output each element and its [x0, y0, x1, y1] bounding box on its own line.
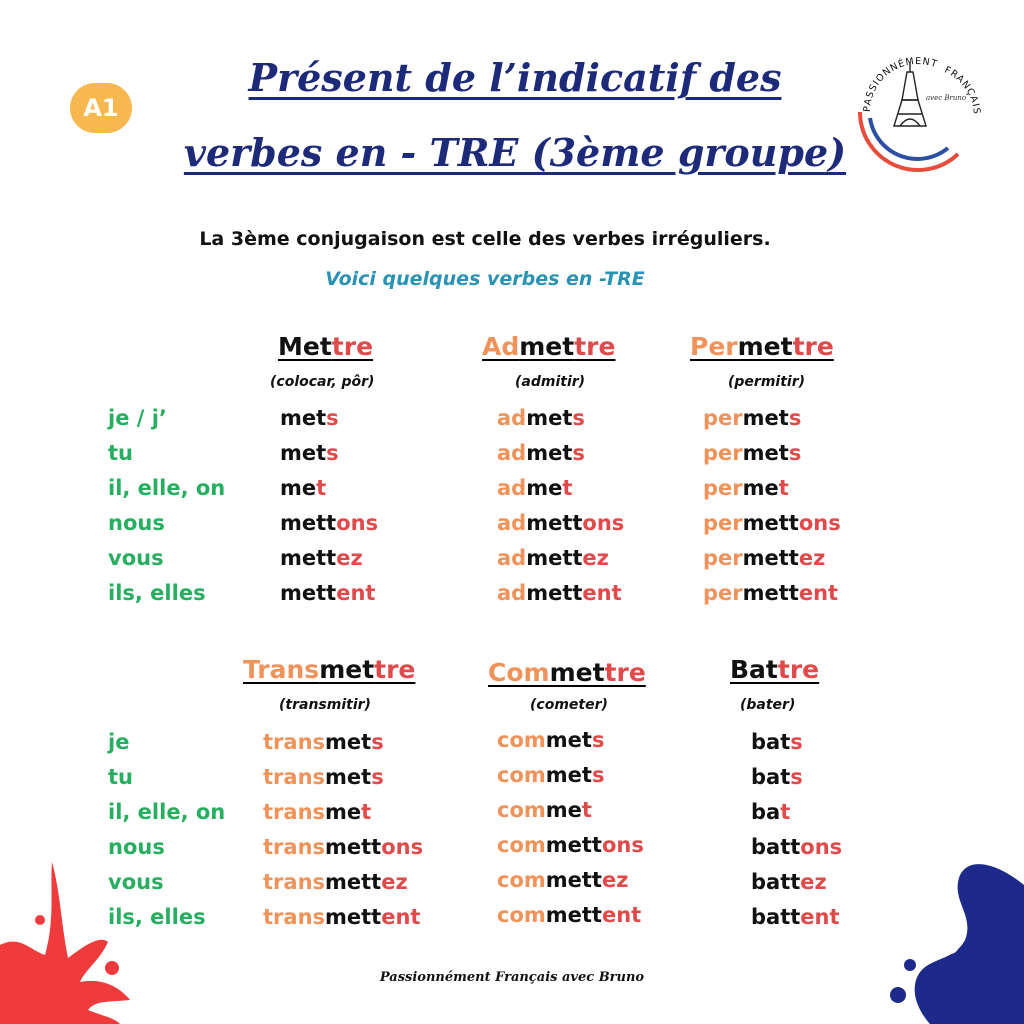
conjugated-form: permets [703, 406, 802, 430]
logo-top-text: PASSIONNÉMENT [861, 55, 940, 113]
conjugated-form: mettons [280, 511, 379, 535]
conjugated-form: mettez [280, 546, 363, 570]
conjugated-form: transmettent [263, 905, 421, 929]
eiffel-tower-icon [894, 62, 926, 126]
verb-header-admettre: Admettre [482, 332, 616, 361]
verb-translation-mettre: (colocar, pôr) [270, 374, 375, 390]
conjugated-form: commettons [497, 833, 644, 857]
conjugated-form: commets [497, 763, 605, 787]
logo-inner-text: avec Bruno [926, 94, 967, 102]
conjugated-form: mets [280, 406, 339, 430]
verb-translation-commettre: (cometer) [530, 697, 608, 713]
conjugated-form: battez [751, 870, 827, 894]
pronoun-label: nous [108, 511, 165, 535]
conjugated-form: transmettez [263, 870, 408, 894]
conjugated-form: permet [703, 476, 789, 500]
conjugated-form: bat [751, 800, 791, 824]
conjugated-form: admettent [497, 581, 622, 605]
subintro-text: Voici quelques verbes en -TRE [325, 268, 645, 290]
conjugated-form: admettez [497, 546, 609, 570]
conjugated-form: admet [497, 476, 573, 500]
red-paint-splash [0, 850, 140, 1024]
conjugated-form: commet [497, 798, 592, 822]
conjugated-form: permettez [703, 546, 826, 570]
page-title-line-1: Présent de l’indicatif des [248, 55, 782, 100]
conjugated-form: met [280, 476, 327, 500]
conjugated-form: transmets [263, 730, 384, 754]
pronoun-label: nous [108, 835, 165, 859]
level-badge: A1 [70, 83, 132, 133]
conjugated-form: admets [497, 406, 585, 430]
conjugated-form: bats [751, 730, 803, 754]
verb-header-battre: Battre [730, 655, 820, 684]
verb-header-mettre: Mettre [278, 332, 374, 361]
page-title-line-2: verbes en - TRE (3ème groupe) [183, 130, 847, 175]
conjugated-form: battons [751, 835, 843, 859]
conjugated-form: bats [751, 765, 803, 789]
verb-translation-transmettre: (transmitir) [279, 697, 371, 713]
pronoun-label: vous [108, 546, 164, 570]
conjugated-form: permets [703, 441, 802, 465]
pronoun-label: je / j’ [108, 406, 167, 430]
conjugated-form: permettent [703, 581, 839, 605]
conjugated-form: permettons [703, 511, 841, 535]
conjugated-form: transmet [263, 800, 372, 824]
conjugated-form: mets [280, 441, 339, 465]
pronoun-label: tu [108, 765, 133, 789]
pronoun-label: je [108, 730, 130, 754]
conjugated-form: commettez [497, 868, 629, 892]
pronoun-label: ils, elles [108, 905, 206, 929]
verb-header-transmettre: Transmettre [243, 655, 416, 684]
conjugated-form: commets [497, 728, 605, 752]
conjugated-form: transmets [263, 765, 384, 789]
footer-signature: Passionnément Français avec Bruno [379, 970, 645, 985]
conjugated-form: admettons [497, 511, 625, 535]
conjugated-form: transmettons [263, 835, 424, 859]
intro-text: La 3ème conjugaison est celle des verbes irréguliers. [199, 228, 771, 250]
verb-header-commettre: Commettre [488, 658, 646, 687]
conjugated-form: commettent [497, 903, 642, 927]
conjugated-form: mettent [280, 581, 376, 605]
svg-text:FRANÇAIS [943, 65, 982, 116]
logo-side-text: FRANÇAIS [942, 64, 983, 116]
pronoun-label: tu [108, 441, 133, 465]
verb-translation-battre: (bater) [740, 697, 796, 713]
pronoun-label: vous [108, 870, 164, 894]
pronoun-label: il, elle, on [108, 800, 226, 824]
conjugated-form: battent [751, 905, 840, 929]
blue-paint-splash [890, 845, 1024, 1024]
verb-translation-permettre: (permitir) [728, 374, 805, 390]
verb-translation-admettre: (admitir) [515, 374, 586, 390]
passionnement-logo [848, 42, 988, 182]
verb-header-permettre: Permettre [690, 332, 834, 361]
pronoun-label: ils, elles [108, 581, 206, 605]
pronoun-label: il, elle, on [108, 476, 226, 500]
conjugated-form: admets [497, 441, 585, 465]
